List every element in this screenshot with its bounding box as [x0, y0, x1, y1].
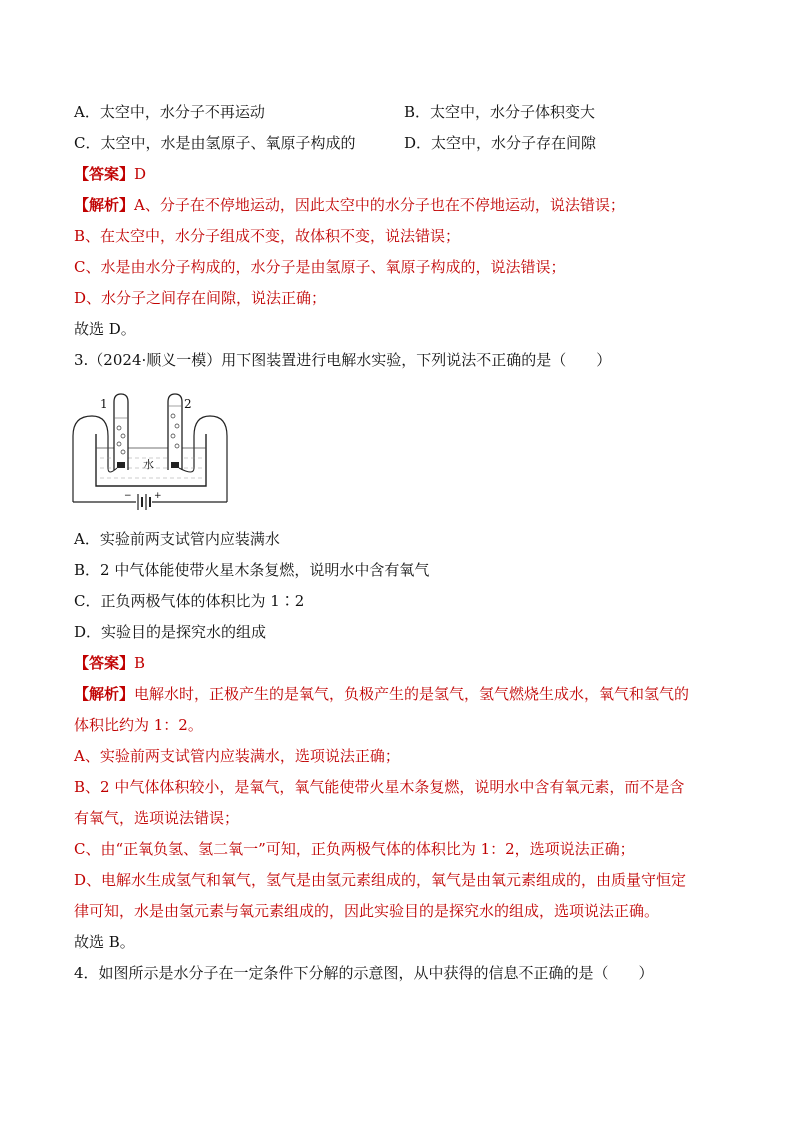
q3-stem: 3.（2024·顺义一模）用下图装置进行电解水实验，下列说法不正确的是（ ） — [74, 351, 612, 369]
q2-option-b: B．太空中，水分子体积变大 — [404, 103, 596, 121]
q4-stem: 4．如图所示是水分子在一定条件下分解的示意图，从中获得的信息不正确的是（ ） — [74, 964, 654, 982]
q2-analysis-line-2: B、在太空中，水分子组成不变，故体积不变，说法错误； — [74, 227, 461, 245]
tube-2-label: 2 — [184, 397, 192, 411]
q3-option-b: B．2 中气体能使带火星木条复燃，说明水中含有氧气 — [74, 561, 430, 579]
q3-option-a: A．实验前两支试管内应装满水 — [74, 530, 280, 548]
electrolysis-apparatus-diagram — [70, 388, 230, 510]
q3-analysis-line-7: D、电解水生成氢气和氧气，氢气是由氢元素组成的，氧气是由氧元素组成的，由质量守恒定 — [74, 871, 687, 889]
answer-tag: 【答案】 — [74, 654, 135, 672]
test-tube-2 — [168, 394, 182, 470]
right-wire — [194, 416, 227, 502]
electrode-1 — [117, 462, 125, 468]
q3-analysis-line-5: 有氧气，选项说法错误； — [74, 809, 240, 827]
q3-conclusion: 故选 B。 — [74, 933, 135, 951]
answer-value: B — [134, 654, 146, 672]
q3-analysis-line-6: C、由“正氧负氢、氢二氧一”可知，正负两极气体的体积比为 1：2，选项说法正确； — [74, 840, 635, 858]
q2-conclusion: 故选 D。 — [74, 320, 136, 338]
analysis-tag: 【解析】 — [74, 685, 135, 703]
q3-analysis-line-3: A、实验前两支试管内应装满水，选项说法正确； — [74, 747, 400, 765]
q3-analysis-line-2: 体积比约为 1：2。 — [74, 716, 203, 734]
q3-analysis-line-1 — [74, 684, 689, 704]
analysis-text: A、分子在不停地运动，因此太空中的水分子也在不停地运动，说法错误； — [134, 196, 625, 214]
q3-analysis-line-8: 律可知，水是由氢元素与氧元素组成的，因此实验目的是探究水的组成，选项说法正确。 — [74, 902, 660, 920]
test-tube-1 — [114, 394, 128, 470]
q3-option-c: C．正负两极气体的体积比为 1∶2 — [74, 592, 305, 610]
q2-answer — [74, 164, 146, 184]
answer-value: D — [134, 165, 147, 183]
q2-option-c: C．太空中，水是由氢原子、氧原子构成的 — [74, 134, 356, 152]
tube-1-label: 1 — [100, 397, 108, 411]
water-label: 水 — [143, 458, 154, 471]
battery-minus-label: − — [124, 491, 132, 501]
answer-tag: 【答案】 — [74, 165, 135, 183]
analysis-tag: 【解析】 — [74, 196, 135, 214]
electrode-2 — [171, 462, 179, 468]
q2-option-a: A．太空中，水分子不再运动 — [74, 103, 265, 121]
analysis-text: 电解水时，正极产生的是氧气，负极产生的是氢气，氢气燃烧生成水，氧气和氢气的 — [134, 685, 690, 703]
q2-analysis-line-1 — [74, 195, 625, 215]
q3-option-d: D．实验目的是探究水的组成 — [74, 623, 267, 641]
q3-analysis-line-4: B、2 中气体体积较小，是氧气，氧气能使带火星木条复燃，说明水中含有氧元素，而不是含 — [74, 778, 685, 796]
q2-analysis-line-4: D、水分子之间存在间隙，说法正确； — [74, 289, 327, 307]
q3-answer — [74, 653, 145, 673]
q2-option-d: D．太空中，水分子存在间隙 — [404, 134, 597, 152]
q2-analysis-line-3: C、水是由水分子构成的，水分子是由氢原子、氧原子构成的，说法错误； — [74, 258, 566, 276]
battery-plus-label: + — [154, 491, 162, 501]
left-wire — [73, 416, 108, 502]
